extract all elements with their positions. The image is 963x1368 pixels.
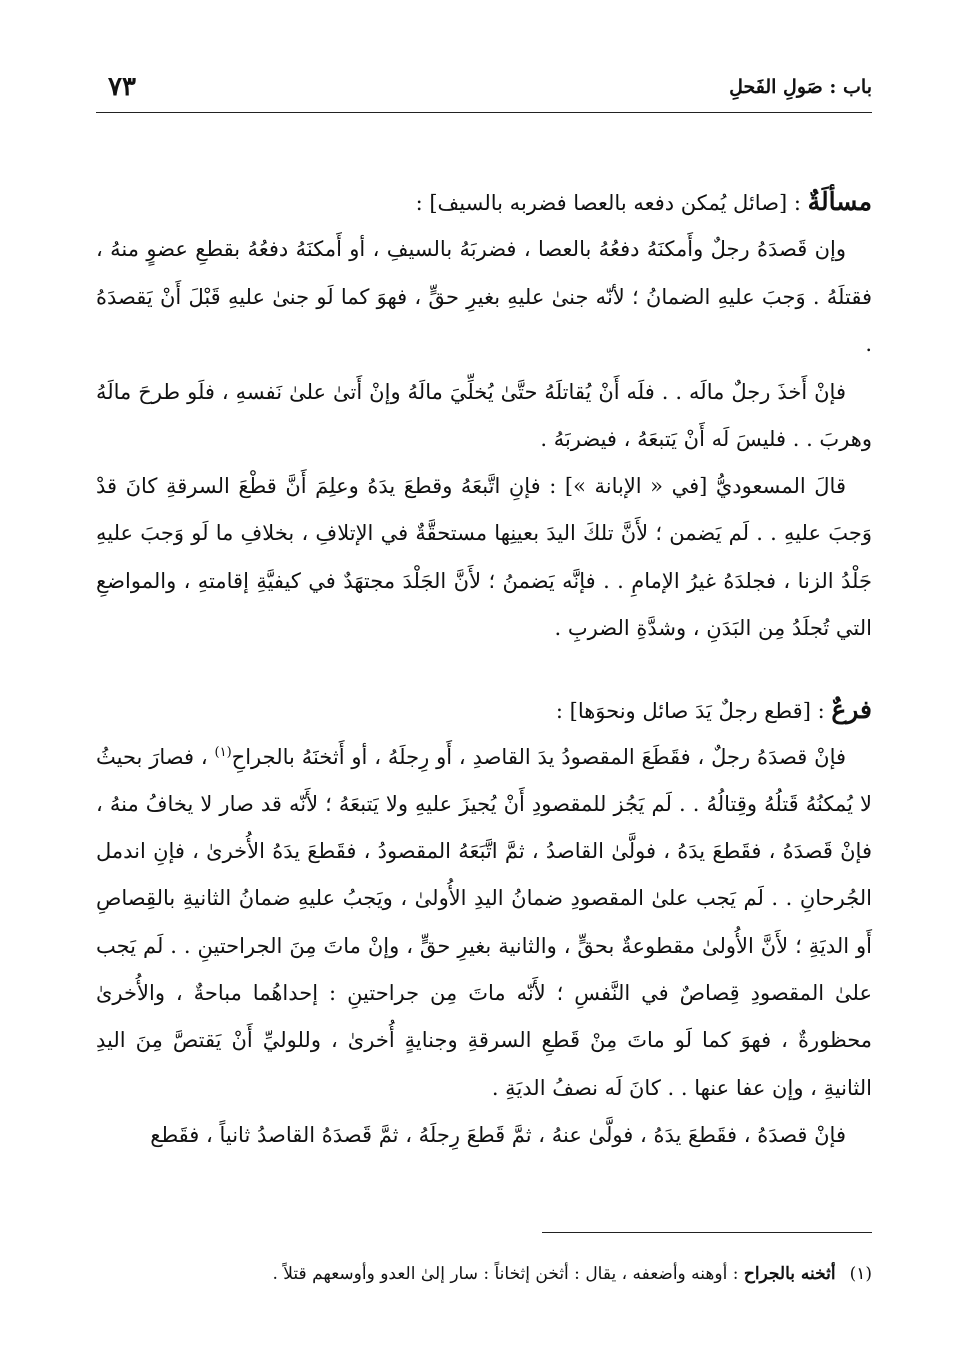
- footnote-term: أثخنه بالجراح: [743, 1264, 836, 1284]
- branch-heading: [96, 689, 872, 732]
- paragraph: وإن قَصدَهُ رجلٌ وأَمكنَهُ دفعُهُ بالعصا ، فضربَهُ بالسيفِ ، أو أَمكنَهُ دفعُهُ بقطعِ عضوٍ منهُ ، فقتلَهُ . وَجبَ عليهِ الضمانُ ؛ لأنّه جنىٰ عليهِ بغيرِ حقٍّ ، فهوَ كما لَو جنىٰ عليهِ قَبْلَ أَنْ يَقصدَهُ .: [96, 237, 872, 356]
- page-body: [96, 181, 872, 1159]
- paragraph: فإنْ قصدَهُ ، فقَطعَ يدَهُ ، فولَّىٰ عنهُ ، ثمَّ قَطعَ رِجلَهُ ، ثمَّ قَصدَهُ القاصدُ ثانياً ، فقَطع: [150, 1122, 846, 1147]
- footnote-reference[interactable]: (١): [214, 744, 232, 760]
- footnote-number: (١): [849, 1264, 872, 1284]
- branch-keyword: فرعٌ: [831, 694, 872, 724]
- branch-title: : [قطع رجلٌ يَدَ صائل ونحوَها] :: [555, 698, 832, 723]
- chapter-title: باب : صَولِ الفَحلِ: [729, 76, 872, 98]
- running-header: [96, 70, 872, 113]
- page-number: ٧٣: [108, 72, 136, 102]
- paragraph: فإنْ أَخذَ رجلٌ مالَه . . فلَه أَنْ يُقاتلَهُ حتَّىٰ يُخلِّيَ مالَهُ وإنْ أَتىٰ علىٰ نَفسهِ ، فلَو طرحَ مالَهُ وهربَ . . فليسَ لَه أَنْ يَتبعَهُ ، فيضربَهُ .: [96, 379, 872, 451]
- paragraph: قالَ المسعوديُّ [في « الإبانة »] : فإنِ اتَّبعَهُ وقطعَ يدَهُ وعلِمَ أَنَّ قطْعَ السرقةِ كانَ قدْ وَجبَ عليهِ . . لَم يَضمن ؛ لأَنَّ تلكَ اليدَ بعينِها مستحقَّةٌ في الإتلافِ ، بخلافِ ما لَو وَجبَ عليهِ جَلْدُ الزنا ، فجلدَهُ غيرُ الإمامِ . . فإنَّه يَضمنُ ؛ لأَنَّ الجَلْدَ مجتهَدٌ في كيفيَّةِ إقامتهِ ، والمواضعِ التي تُجلَدُ مِن البَدَنِ ، وشدَّةِ الضربِ .: [96, 473, 872, 640]
- paragraph-text: فإنْ قصدَهُ رجلٌ ، فقَطَعَ المقصودُ يدَ القاصدِ ، أَو رِجلَهُ ، أو أَثخنَهُ بالجراحِ: [231, 744, 847, 769]
- paragraph-text: ، فصارَ بحيثُ لا يُمكنُهُ قَتلُهُ وقِتالُهُ . . لَم يَجُز للمقصودِ أَنْ يُجيزَ عليهِ ولا يَتبعَهُ ؛ لأَنّه قد صار لا يخافُ منهُ ، فإنْ قَصدَهُ ، فقَطعَ يدَهُ ، فولَّىٰ القاصدُ ، ثمَّ اتَّبَعَهُ المقصودُ ، فقَطعَ يدَهُ الأُخرىٰ ، فإنِ اندمل الجُرحانِ . . لَم يَجب علىٰ المقصودِ ضمانُ اليدِ الأُولىٰ ، ويَجبُ عليهِ ضمانُ الثانيةِ بالقِصاصِ أَو الديَةِ ؛ لأَنَّ الأُولىٰ مقطوعةٌ بحقٍّ ، والثانية بغيرِ حقٍّ ، وإنْ ماتَ مِنَ الجراحتينِ . . لَم يَجب علىٰ المقصودِ قِصاصٌ في النَّفسِ ؛ لأَنّه ماتَ مِن جراحتينِ : إحداهُما مباحةٌ ، والأُخرىٰ محظورةٌ ، فهوَ كما لَو ماتَ مِنْ قَطعِ السرقةِ وجنايةٍ أُخرىٰ ، وللوليِّ أَنْ يَقتصَّ مِنَ اليدِ الثانيةِ ، وإن عفا عنها . . كانَ لَه نصفُ الديَةِ .: [96, 744, 872, 1100]
- paragraph: [96, 734, 872, 1112]
- issue-title: : [صائل يُمكن دفعه بالعصا فضربه بالسيف] :: [415, 191, 808, 215]
- issue-keyword: مسألَةٌ: [807, 187, 872, 216]
- issue-heading: [96, 181, 872, 224]
- footnote-divider: [542, 1232, 872, 1233]
- book-page: [96, 70, 872, 1320]
- footnote: [96, 1260, 872, 1288]
- footnote-text: : أوهنه وأضعفه ، يقال : أثخن إثخاناً : سار إلىٰ العدو وأوسعهم قتلاً .: [272, 1264, 744, 1284]
